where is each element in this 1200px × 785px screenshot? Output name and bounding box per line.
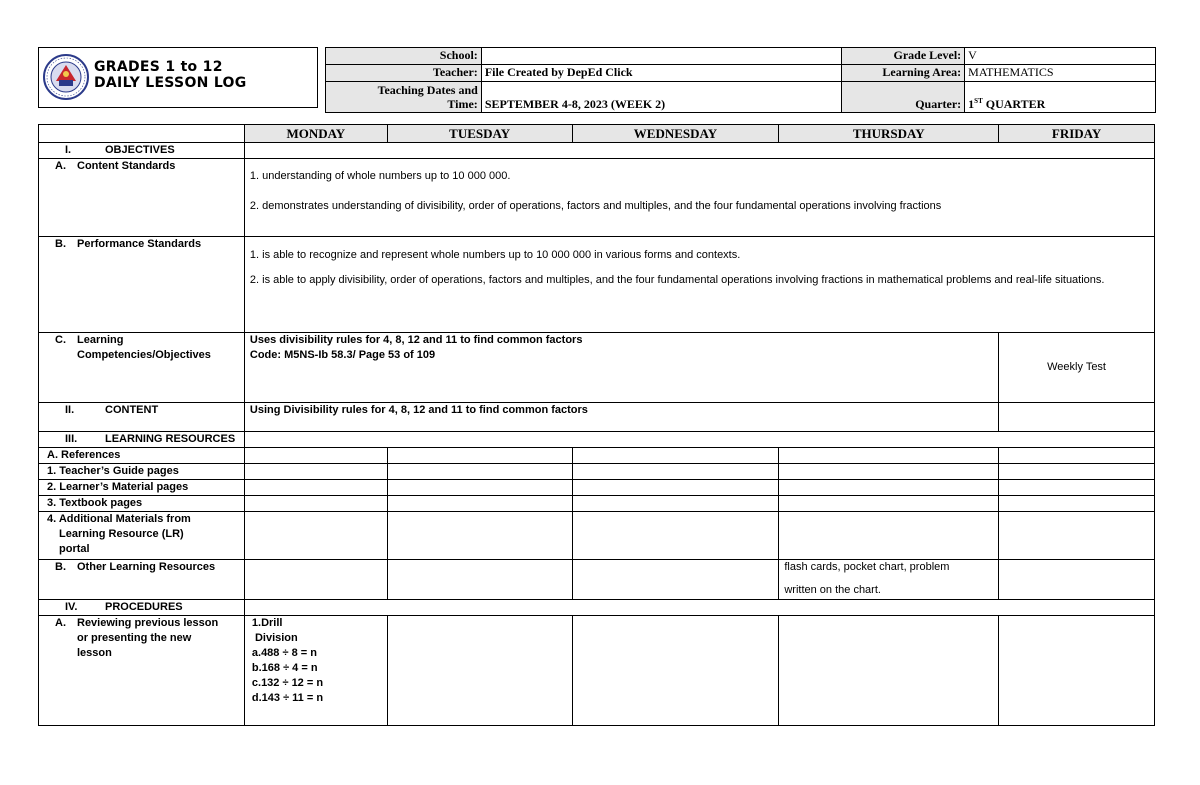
- teacher-label: Teacher:: [326, 65, 482, 82]
- school-label: School:: [326, 48, 482, 65]
- drill-line: Division: [251, 632, 298, 644]
- doc-title-line1: GRADES 1 to 12: [94, 59, 223, 75]
- content-standards-body: [244, 159, 1154, 237]
- lesson-log-table: [38, 124, 1155, 726]
- teaching-dates-label-line1: Teaching Dates and: [377, 83, 478, 97]
- performance-standards-line1: 1. is able to recognize and represent whole numbers up to 10 000 000 in various forms and contexts.: [249, 249, 741, 261]
- teacher-value: File Created by DepEd Click: [481, 65, 841, 82]
- procedures-body: [244, 600, 1154, 616]
- performance-standards-body: [244, 237, 1154, 333]
- day-header-row: [39, 125, 1155, 143]
- competencies-line1: Uses divisibility rules for 4, 8, 12 and 11 to find common factors: [249, 334, 583, 346]
- day-wednesday: WEDNESDAY: [572, 125, 779, 143]
- competencies-label: C. Learning Competencies/Objectives: [39, 333, 245, 403]
- competencies-body: [244, 333, 998, 403]
- day-tuesday: TUESDAY: [387, 125, 572, 143]
- additional-materials-label: 4. Additional Materials from Learning Resource (LR) portal: [39, 512, 245, 560]
- other-resources-label: B. Other Learning Resources: [39, 560, 245, 600]
- quarter-label: Quarter:: [842, 82, 965, 113]
- monday-drill: [244, 616, 387, 726]
- objectives-row-body: [244, 143, 1154, 159]
- objectives-heading: I. OBJECTIVES: [39, 143, 245, 159]
- doc-title-line2: DAILY LESSON LOG: [94, 75, 247, 91]
- tuesday-review: [387, 616, 572, 726]
- day-friday: FRIDAY: [999, 125, 1155, 143]
- thursday-review: [779, 616, 999, 726]
- teachers-guide-label: 1. Teacher’s Guide pages: [39, 464, 245, 480]
- content-friday: [999, 403, 1155, 432]
- learning-area-label: Learning Area:: [842, 65, 965, 82]
- grade-level-label: Grade Level:: [842, 48, 965, 65]
- procedures-heading: IV. PROCEDURES: [39, 600, 245, 616]
- teaching-dates-label: [326, 82, 482, 113]
- learners-material-label: 2. Learner’s Material pages: [39, 480, 245, 496]
- content-standards-line1: 1. understanding of whole numbers up to 10 000 000.: [249, 170, 511, 182]
- day-thursday: THURSDAY: [779, 125, 999, 143]
- deped-seal-icon: [42, 49, 90, 105]
- content-heading: II. CONTENT: [39, 403, 245, 432]
- drill-line: c.132 ÷ 12 = n: [251, 677, 324, 689]
- blank-header-cell: [39, 125, 245, 143]
- teaching-dates-value: SEPTEMBER 4-8, 2023 (WEEK 2): [481, 82, 841, 113]
- friday-review: [999, 616, 1155, 726]
- learning-resources-heading: III. LEARNING RESOURCES: [39, 432, 245, 448]
- info-table: [325, 47, 1156, 113]
- drill-line: a.488 ÷ 8 = n: [251, 647, 317, 659]
- drill-line: 1.Drill: [251, 617, 283, 629]
- day-monday: MONDAY: [244, 125, 387, 143]
- learning-resources-body: [244, 432, 1154, 448]
- content-standards-line2: 2. demonstrates understanding of divisibility, order of operations, factors and multiples, and the four fundamental operations involving fractions: [249, 200, 942, 212]
- review-lesson-label: A. Reviewing previous lesson or presenting the new lesson: [39, 616, 245, 726]
- learning-area-value: MATHEMATICS: [965, 65, 1156, 82]
- school-value: [481, 48, 841, 65]
- quarter-value: 1ST QUARTER: [965, 82, 1156, 113]
- textbook-pages-label: 3. Textbook pages: [39, 496, 245, 512]
- wednesday-review: [572, 616, 779, 726]
- teaching-dates-label-line2: Time:: [447, 97, 478, 111]
- grade-level-value: V: [965, 48, 1156, 65]
- competencies-code: Code: M5NS-Ib 58.3/ Page 53 of 109: [249, 349, 436, 361]
- performance-standards-label: B. Performance Standards: [39, 237, 245, 333]
- drill-line: b.168 ÷ 4 = n: [251, 662, 318, 674]
- drill-line: d.143 ÷ 11 = n: [251, 692, 324, 704]
- content-body: Using Divisibility rules for 4, 8, 12 and 11 to find common factors: [244, 403, 998, 432]
- thursday-other-resources: flash cards, pocket chart, problem written on the chart.: [779, 560, 999, 600]
- performance-standards-line2: 2. is able to apply divisibility, order of operations, factors and multiples, and the four fundamental operations involving fractions in mathematical problems and real-life situations.: [249, 274, 1105, 286]
- references-label: A. References: [39, 448, 245, 464]
- friday-weekly-test: Weekly Test: [999, 333, 1155, 403]
- content-standards-label: A. Content Standards: [39, 159, 245, 237]
